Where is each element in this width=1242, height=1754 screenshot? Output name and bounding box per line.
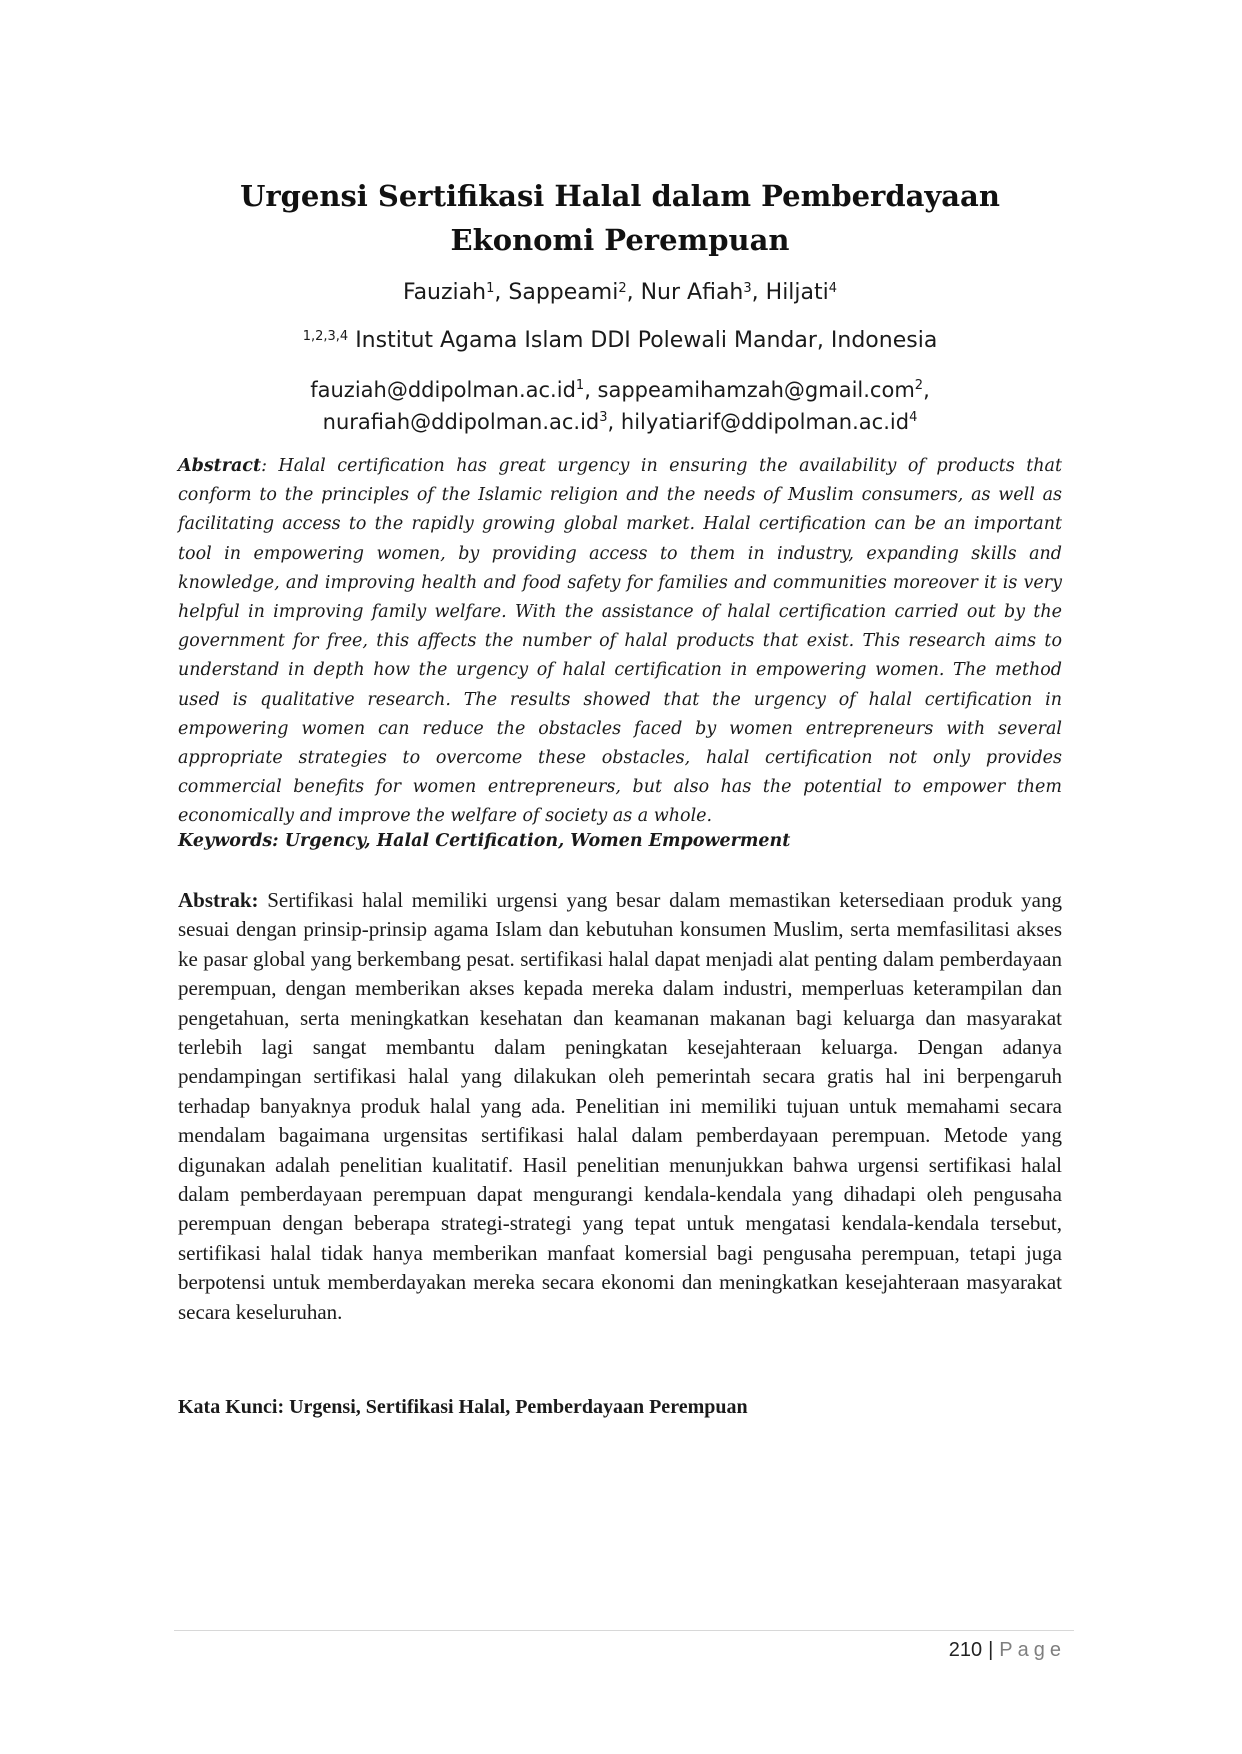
- email-list: $fauziah@ddipolman.ac.id^1$, sappeamihamzah@gmail.com$^2$, $nurafiah@ddipolman.ac.id^3$, $hilyatiarif@ddipolman.ac.id^4$: [310, 378, 930, 434]
- keywords-indonesian: Kata Kunci: Urgensi, Sertifikasi Halal, Pemberdayaan Perempuan: [178, 1396, 748, 1418]
- page-label: Page: [999, 1639, 1066, 1661]
- author-affiliation-mark: 4: [828, 281, 838, 296]
- author-affiliation-mark: 2: [618, 281, 627, 296]
- author-list: Fauziah$^1$, Sappeami$^2$, Nur Afiah$^3$, Hiljati$^4$: [402, 280, 838, 305]
- email-mark: 2: [914, 378, 924, 393]
- abstract-label: Abstract: [178, 456, 262, 476]
- author-email: fauziah@ddipolman.ac.id: [310, 378, 576, 402]
- author-email: sappeamihamzah@gmail.com: [597, 378, 915, 402]
- abstract-english: [178, 452, 1062, 832]
- abstract-text: : Halal certification has great urgency in ensuring the availability of products that conform to the principles of the Islamic religion and the needs of Muslim consumers, as well as facilitating access to the rapidly growing global market. Halal certification can be an important tool in empowering women, by providing access to them in industry, expanding skills and knowledge, and improving health and food safety for families and communities moreover it is very helpful in improving family welfare. With the assistance of halal certification carried out by the government for free, this affects the number of halal products that exist. This research aims to understand in depth how the urgency of halal certification in empowering women. The method used is qualitative research. The results showed that the urgency of halal certification in empowering women can reduce the obstacles faced by women entrepreneurs with several appropriate strategies to overcome these obstacles, halal certification not only provides commercial benefits for women entrepreneurs, but also has the potential to empower them economically and improve the welfare of society as a whole.: [178, 456, 1062, 827]
- affiliation: [180, 326, 1060, 356]
- author-email: hilyatiarif@ddipolman.ac.id: [620, 410, 910, 434]
- footer-divider: [174, 1630, 1074, 1631]
- author-email: nurafiah@ddipolman.ac.id: [322, 410, 600, 434]
- affiliation-text: Institut Agama Islam DDI Polewali Mandar, Indonesia: [355, 328, 938, 353]
- paper-title: Urgensi Sertifikasi Halal dalam Pemberdayaan Ekonomi Perempuan: [240, 179, 1000, 257]
- author-name: Sappeami: [508, 280, 619, 305]
- affiliation-mark: 1,2,3,4: [302, 329, 349, 344]
- email-mark: 3: [599, 410, 608, 425]
- author-affiliation-mark: 1: [486, 281, 495, 296]
- email-mark: 1: [575, 378, 585, 393]
- page-number: 210: [948, 1639, 983, 1661]
- author-name: Hiljati: [765, 280, 829, 305]
- abstract-indonesian: [178, 886, 1062, 1327]
- author-name: Nur Afiah: [640, 280, 744, 305]
- footer-separator: |: [988, 1639, 994, 1661]
- keywords-english: Keywords: Urgency, Halal Certification, Women Empowerment: [178, 831, 791, 851]
- abstrak-label: Abstrak:: [178, 888, 259, 912]
- author-name: Fauziah: [402, 280, 487, 305]
- email-mark: 4: [909, 410, 918, 425]
- page-footer: [949, 1636, 1066, 1664]
- author-affiliation-mark: 3: [743, 281, 752, 296]
- abstrak-text: Sertifikasi halal memiliki urgensi yang besar dalam memastikan ketersediaan produk yang sesuai dengan prinsip-prinsip agama Islam dan kebutuhan konsumen Muslim, serta memfasilitasi akses ke pasar global yang berkembang pesat. sertifikasi halal dapat menjadi alat penting dalam pemberdayaan perempuan, dengan memberikan akses kepada mereka dalam industri, memperluas keterampilan dan pengetahuan, serta meningkatkan kesehatan dan keamanan makanan bagi keluarga dan masyarakat terlebih lagi sangat membantu dalam peningkatan kesejahteraan keluarga. Dengan adanya pendampingan sertifikasi halal yang dilakukan oleh pemerintah secara gratis hal ini berpengaruh terhadap banyaknya produk halal yang ada. Penelitian ini memiliki tujuan untuk memahami secara mendalam bagaimana urgensitas sertifikasi halal dalam pemberdayaan perempuan. Metode yang digunakan adalah penelitian kualitatif. Hasil penelitian menunjukkan bahwa urgensi sertifikasi halal dalam pemberdayaan perempuan dapat mengurangi kendala-kendala yang dihadapi oleh pengusaha perempuan dengan beberapa strategi-strategi yang tepat untuk mengatasi kendala-kendala tersebut, sertifikasi halal tidak hanya memberikan manfaat komersial bagi pengusaha perempuan, tetapi juga berpotensi untuk memberdayakan mereka secara ekonomi dan meningkatkan kesejahteraan masyarakat secara keseluruhan.: [178, 888, 1062, 1324]
